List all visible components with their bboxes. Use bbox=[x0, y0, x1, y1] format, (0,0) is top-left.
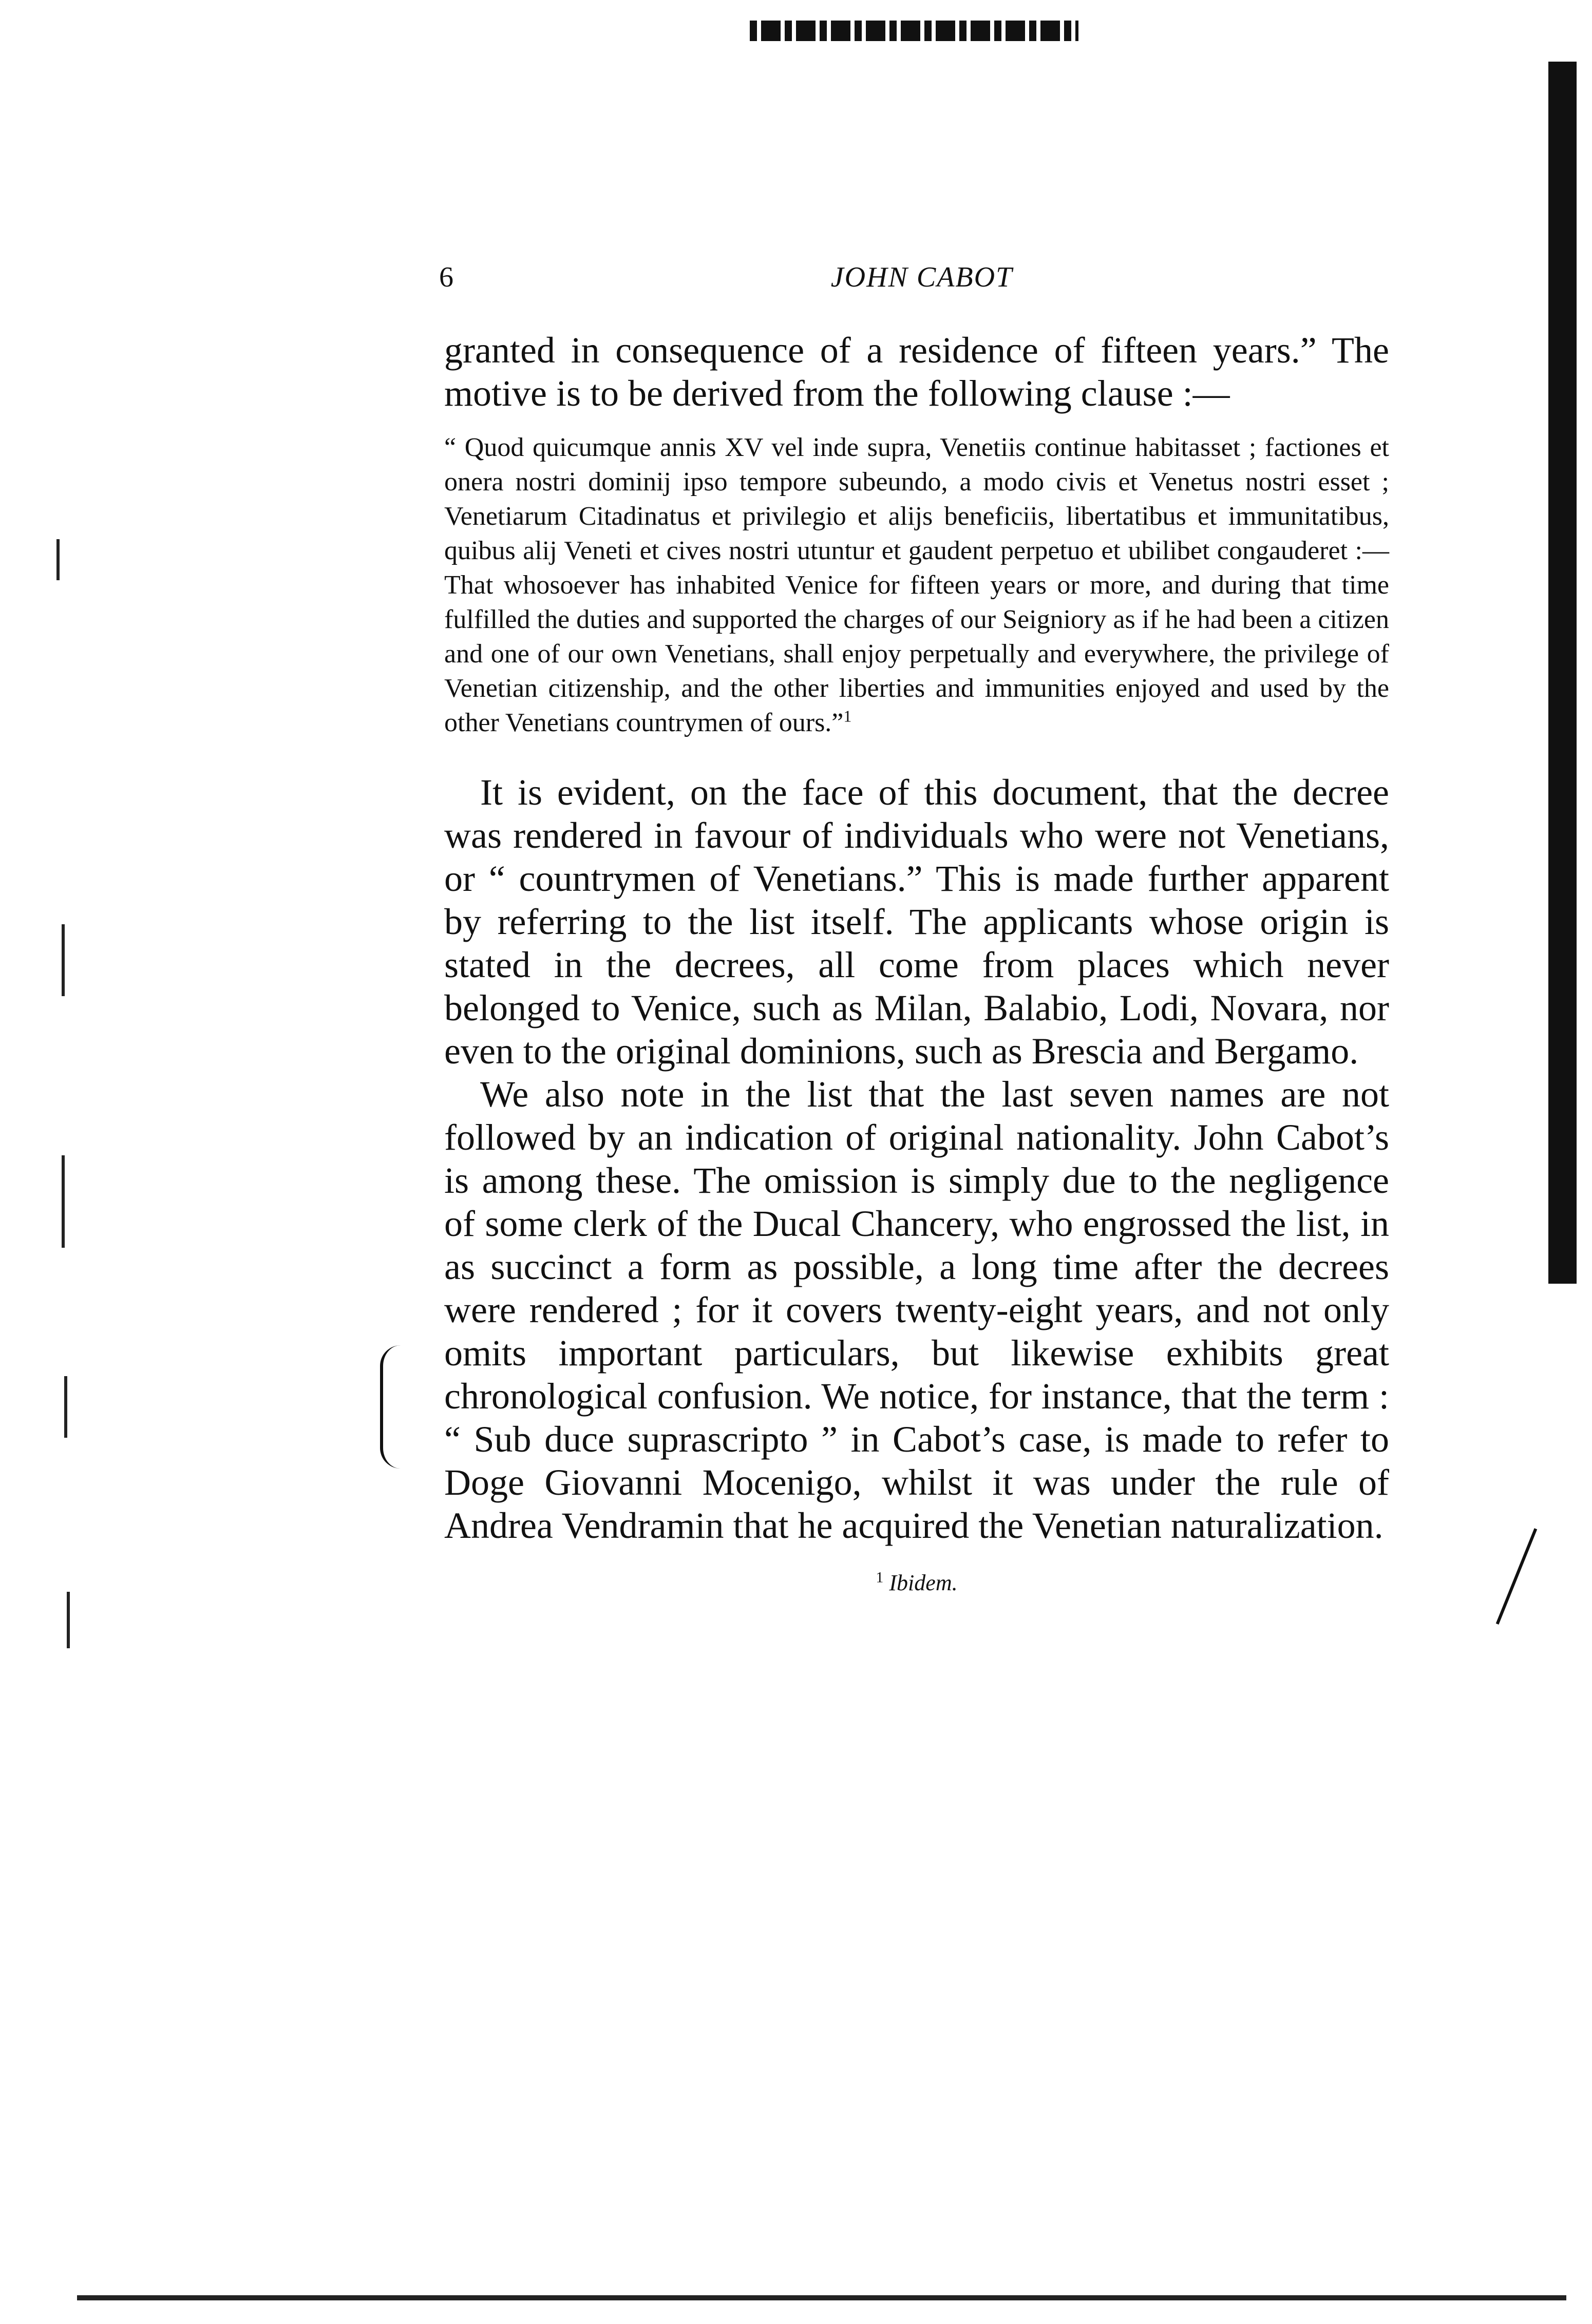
footnote-text: Ibidem. bbox=[889, 1570, 958, 1595]
quote-text: “ Quod quicumque annis XV vel inde supra, Venetiis continue habitasset ; factiones et onera nostri dominij ipso tempore subeundo, a modo civis et Venetus nostri esset ; Venetiarum Citadinatus et privilegio et alijs beneficiis, libertatibus et immunitatibus, quibus alij Veneti et cives nostri utuntur et gaudent perpetuo et ubilibet congauderet :—That whosoever has inhabited Venice for fifteen years or more, and during that time fulfilled the duties and supported the charges of our Seigniory as if he had been a citizen and one of our own Venetians, shall enjoy perpetually and everywhere, the privilege of Venetian citizenship, and the other liberties and immunities enjoyed and used by the other Venetians countrymen of ours.” bbox=[444, 433, 1389, 737]
footnote bbox=[444, 1568, 1389, 1598]
paragraph: granted in consequence of a residence of fifteen years.” The motive is to be derived from the following clause :— bbox=[444, 330, 1389, 414]
page-header bbox=[439, 257, 1405, 298]
margin-speck bbox=[64, 1376, 67, 1438]
margin-speck bbox=[62, 1155, 65, 1248]
block-quote bbox=[444, 430, 1389, 740]
body-text bbox=[444, 329, 1389, 1598]
scan-edge-shadow bbox=[1548, 62, 1577, 1284]
margin-speck bbox=[67, 1592, 70, 1648]
scan-top-artifact bbox=[750, 21, 1078, 41]
footnote-reference: 1 bbox=[843, 707, 852, 726]
margin-speck bbox=[56, 539, 60, 580]
paragraph: We also note in the list that the last seven names are not followed by an indication of original nationality. John Cabot’s is among these. The omission is simply due to the negligence of some clerk of the Ducal Chancery, who engrossed the list, in as succinct a form as possible, a long time after the decrees were rendered ; for it covers twenty-eight years, and not only omits important particulars, but likewise exhibits great chronological confusion. We notice, for instance, that the term : “ Sub duce suprascripto ” in Cabot’s case, is made to refer to Doge Giovanni Mocenigo, whilst it was under the rule of Andrea Vendramin that he acquired the Venetian naturalization. bbox=[444, 1074, 1389, 1546]
running-head: JOHN CABOT bbox=[830, 261, 1013, 293]
paragraph: It is evident, on the face of this document, that the decree was rendered in favour of individuals who were not Venetians, or “ countrymen of Venetians.” This is made further apparent by referring to the list itself. The applicants whose origin is stated in the decrees, all come from places which never belonged to Venice, such as Milan, Balabio, Lodi, Novara, nor even to the original dominions, such as Brescia and Bergamo. bbox=[444, 772, 1389, 1072]
page-number: 6 bbox=[439, 261, 453, 293]
scan-bottom-edge bbox=[77, 2295, 1566, 2300]
footnote-marker: 1 bbox=[876, 1569, 884, 1586]
margin-pencil-slash bbox=[1496, 1528, 1537, 1625]
margin-pencil-brace bbox=[380, 1345, 404, 1469]
margin-speck bbox=[62, 924, 65, 996]
